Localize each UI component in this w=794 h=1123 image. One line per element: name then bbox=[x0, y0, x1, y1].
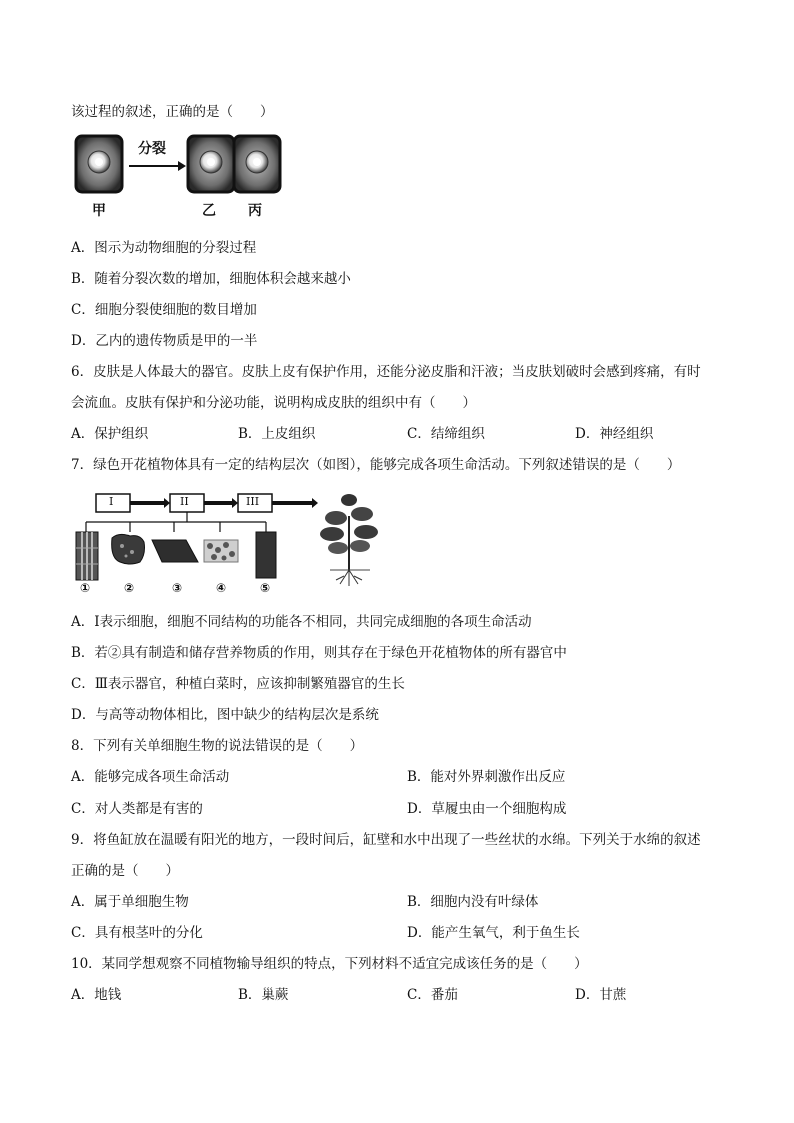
q5-option-b: B．随着分裂次数的增加，细胞体积会越来越小 bbox=[71, 271, 351, 287]
tissue-number-5: ⑤ bbox=[260, 581, 271, 595]
label-bing: 丙 bbox=[248, 203, 262, 219]
q8-option-c: C．对人类都是有害的 bbox=[71, 801, 203, 817]
q9-option-d: D．能产生氧气，利于鱼生长 bbox=[407, 925, 580, 941]
tissue-4 bbox=[204, 540, 238, 562]
q5-option-d: D．乙内的遗传物质是甲的一半 bbox=[71, 333, 258, 349]
q8-option-a: A．能够完成各项生命活动 bbox=[71, 769, 230, 785]
tissue-3 bbox=[152, 540, 198, 562]
q8-stem: 8．下列有关单细胞生物的说法错误的是（ ） bbox=[71, 738, 364, 754]
tissue-number-2: ② bbox=[124, 581, 135, 595]
level-label-3: III bbox=[246, 495, 260, 508]
tissue-number-3: ③ bbox=[172, 581, 183, 595]
q7-option-c: C．Ⅲ表示器官，种植白菜时，应该抑制繁殖器官的生长 bbox=[71, 676, 405, 692]
tissue-number-1: ① bbox=[80, 581, 91, 595]
cell-yi bbox=[188, 136, 234, 192]
q7-stem: 7．绿色开花植物体具有一定的结构层次（如图），能够完成各项生命活动。下列叙述错误的是（ ） bbox=[71, 457, 681, 473]
tissue-2 bbox=[112, 534, 145, 564]
q10-stem: 10．某同学想观察不同植物输导组织的特点，下列材料不适宜完成该任务的是（ ） bbox=[71, 956, 588, 972]
q7-option-b: B．若②具有制造和储存营养物质的作用，则其存在于绿色开花植物体的所有器官中 bbox=[71, 645, 567, 661]
q8-option-b: B．能对外界刺激作出反应 bbox=[407, 769, 566, 785]
q10-option-c: C．番茄 bbox=[407, 987, 458, 1003]
q9-option-a: A．属于单细胞生物 bbox=[71, 894, 189, 910]
level-label-1: I bbox=[109, 495, 114, 508]
q8-option-d: D．草履虫由一个细胞构成 bbox=[407, 801, 567, 817]
level-label-2: II bbox=[180, 495, 189, 508]
q9-option-b: B．细胞内没有叶绿体 bbox=[407, 894, 539, 910]
cell-jia bbox=[76, 136, 122, 192]
cell-division-figure bbox=[74, 134, 304, 226]
tissue-1 bbox=[76, 532, 98, 580]
q5-stem: 该过程的叙述，正确的是（ ） bbox=[71, 104, 274, 120]
tissue-number-4: ④ bbox=[216, 581, 227, 595]
label-yi: 乙 bbox=[202, 203, 216, 219]
q5-option-a: A．图示为动物细胞的分裂过程 bbox=[71, 240, 257, 256]
tissue-5 bbox=[256, 532, 276, 578]
q6-option-a: A．保护组织 bbox=[71, 426, 149, 442]
q10-option-d: D．甘蔗 bbox=[575, 987, 627, 1003]
q9-stem-line1: 9．将鱼缸放在温暖有阳光的地方，一段时间后，缸壁和水中出现了一些丝状的水绵。下列关于水绵的叙述 bbox=[71, 832, 701, 848]
q7-option-a: A．Ⅰ表示细胞，细胞不同结构的功能各不相同，共同完成细胞的各项生命活动 bbox=[71, 614, 532, 630]
q9-option-c: C．具有根茎叶的分化 bbox=[71, 925, 203, 941]
q7-option-d: D．与高等动物体相比，图中缺少的结构层次是系统 bbox=[71, 707, 379, 723]
q10-option-a: A．地钱 bbox=[71, 987, 122, 1003]
q9-stem-line2: 正确的是（ ） bbox=[71, 863, 179, 879]
q5-option-c: C．细胞分裂使细胞的数目增加 bbox=[71, 302, 257, 318]
label-jia: 甲 bbox=[92, 203, 106, 219]
q10-option-b: B．巢蕨 bbox=[238, 987, 289, 1003]
cell-division-illustration bbox=[74, 134, 304, 226]
plant-hierarchy-figure bbox=[74, 488, 384, 598]
plant-hierarchy-illustration bbox=[74, 488, 384, 598]
q6-stem-line1: 6．皮肤是人体最大的器官。皮肤上皮有保护作用，还能分泌皮脂和汗液；当皮肤划破时会感到疼痛，有时 bbox=[71, 364, 701, 380]
plant-drawing bbox=[320, 494, 378, 586]
arrow-label: 分裂 bbox=[138, 141, 166, 157]
q6-option-d: D．神经组织 bbox=[575, 426, 654, 442]
q6-option-b: B．上皮组织 bbox=[238, 426, 316, 442]
q6-option-c: C．结缔组织 bbox=[407, 426, 485, 442]
cell-bing bbox=[234, 136, 280, 192]
q6-stem-line2: 会流血。皮肤有保护和分泌功能，说明构成皮肤的组织中有（ ） bbox=[71, 395, 476, 411]
